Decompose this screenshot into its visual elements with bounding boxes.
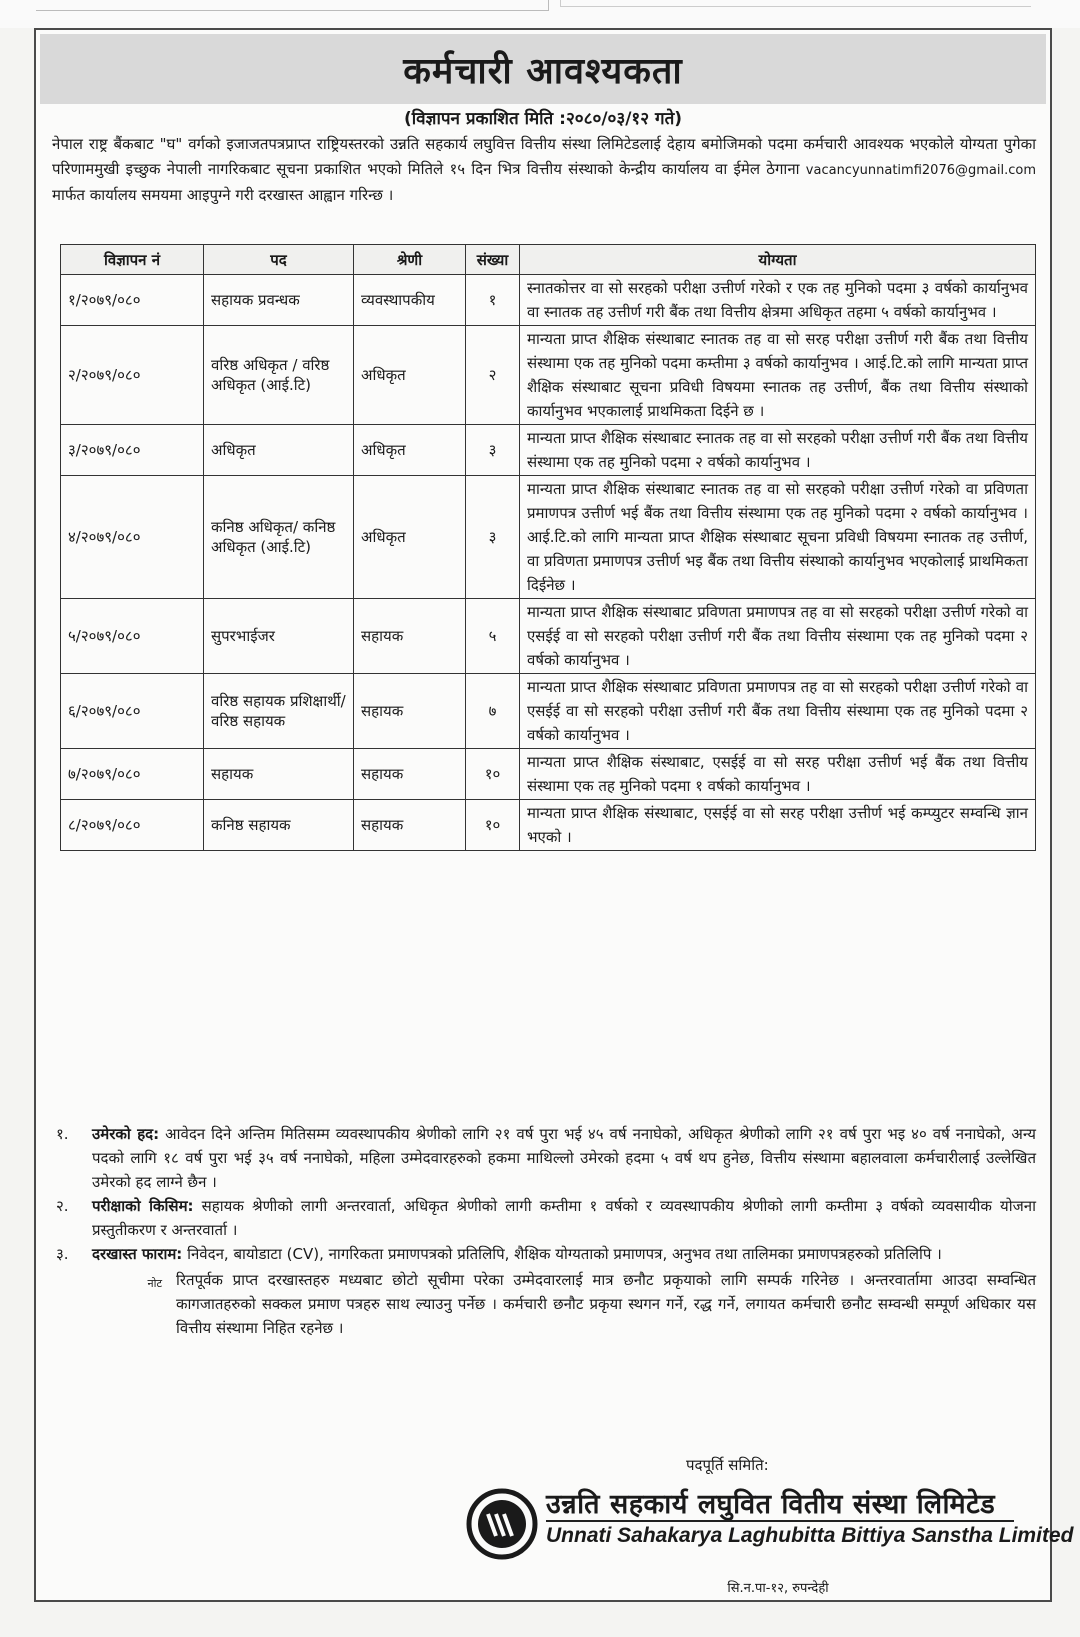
ad-no: ५/२०७९/०८० <box>61 599 204 674</box>
note-application-form <box>52 1242 1036 1266</box>
intro-text-end: मार्फत कार्यालय समयमा आइपुग्ने गरी दरखास्त आह्वान गरिन्छ । <box>52 186 394 204</box>
count: १ <box>466 275 520 326</box>
table-row <box>61 800 1036 851</box>
level: अधिकृत <box>354 425 466 476</box>
qualification: मान्यता प्राप्त शैक्षिक संस्थाबाट प्रविणता प्रमाणपत्र तह वा सो सरहको परीक्षा उत्तीर्ण गरेको वा एसईई वा सो सरहको परीक्षा उत्तीर्ण गरी बैंक तथा वित्तीय संस्थामा एक तह मुनिको पदमा २ वर्षको कार्यानुभव । <box>520 674 1036 749</box>
post: अधिकृत <box>204 425 354 476</box>
post: सहायक <box>204 749 354 800</box>
note-label: परीक्षाको किसिम: <box>92 1197 194 1215</box>
table-row <box>61 275 1036 326</box>
qualification: मान्यता प्राप्त शैक्षिक संस्थाबाट स्नातक तह वा सो सरहको परीक्षा उत्तीर्ण गरी बैंक तथा वित्तीय संस्थामा एक तह मुनिको पदमा २ वर्षको कार्यानुभव । <box>520 425 1036 476</box>
level: सहायक <box>354 800 466 851</box>
level: अधिकृत <box>354 326 466 425</box>
org-signature-block <box>466 1482 1074 1572</box>
header-ad-no: विज्ञापन नं <box>61 245 204 275</box>
note-number: ३. <box>56 1245 69 1263</box>
count: २ <box>466 326 520 425</box>
org-name-english: Unnati Sahakarya Laghubitta Bittiya Sanstha Limited <box>546 1524 1074 1547</box>
post: सुपरभाईजर <box>204 599 354 674</box>
note-text: निवेदन, बायोडाटा (CV), नागरिकता प्रमाणपत्रको प्रतिलिपि, शैक्षिक योग्यताको प्रमाणपत्र, अनुभव तथा तालिमका प्रमाणपत्रहरुको प्रतिलिपि । <box>187 1245 942 1263</box>
ad-no: ८/२०७९/०८० <box>61 800 204 851</box>
org-divider <box>546 1520 1014 1522</box>
qualification: मान्यता प्राप्त शैक्षिक संस्थाबाट प्रविणता प्रमाणपत्र तह वा सो सरहको परीक्षा उत्तीर्ण गरेको वा एसईई वा सो सरहको परीक्षा उत्तीर्ण गरी बैंक तथा वित्तीय संस्थामा एक तह मुनिको पदमा २ वर्षको कार्यानुभव । <box>520 599 1036 674</box>
count: ५ <box>466 599 520 674</box>
post: वरिष्ठ सहायक प्रशिक्षार्थी/वरिष्ठ सहायक <box>204 674 354 749</box>
email-link[interactable]: vacancyunnatimfi2076@gmail.com <box>805 163 1036 178</box>
level: सहायक <box>354 599 466 674</box>
table-header-row <box>61 245 1036 275</box>
qualification: मान्यता प्राप्त शैक्षिक संस्थाबाट, एसईई वा सो सरह परीक्षा उत्तीर्ण भई बैंक तथा वित्तीय संस्थामा एक तह मुनिको पदमा १ वर्षको कार्यानुभव । <box>520 749 1036 800</box>
ad-no: १/२०७९/०८० <box>61 275 204 326</box>
post: वरिष्ठ अधिकृत / वरिष्ठ अधिकृत (आई.टि) <box>204 326 354 425</box>
post: कनिष्ठ सहायक <box>204 800 354 851</box>
count: ३ <box>466 476 520 599</box>
note-text: सहायक श्रेणीको लागी अन्तरवार्ता, अधिकृत श्रेणीको लागी कम्तीमा १ वर्षको र व्यवस्थापकीय श्रेणीको लागी कम्तीमा ३ वर्षको व्यवसायीक योजना प्रस्तुतीकरण र अन्तरवार्ता । <box>92 1197 1036 1239</box>
qualification: स्नातकोत्तर वा सो सरहको परीक्षा उत्तीर्ण गरेको र एक तह मुनिको पदमा ३ वर्षको कार्यानुभव वा स्नातक तह उत्तीर्ण गरी बैंक तथा वित्तीय क्षेत्रमा अधिकृत तहमा ५ वर्षको कार्यानुभव । <box>520 275 1036 326</box>
header-level: श्रेणी <box>354 245 466 275</box>
title-band <box>40 34 1046 104</box>
notes-section <box>52 1122 1036 1340</box>
count: १० <box>466 800 520 851</box>
post: कनिष्ठ अधिकृत/ कनिष्ठ अधिकृत (आई.टि) <box>204 476 354 599</box>
committee-label: पदपूर्ति समिति: <box>686 1456 769 1474</box>
ad-no: ७/२०७९/०८० <box>61 749 204 800</box>
nb-label: नोट <box>147 1277 162 1290</box>
ad-no: ३/२०७९/०८० <box>61 425 204 476</box>
nb-text: रितपूर्वक प्राप्त दरखास्तहरु मध्यबाट छोटो सूचीमा परेका उम्मेदवारलाई मात्र छनौट प्रकृयाको लागि सम्पर्क गरिनेछ । अन्तरवार्तामा आउदा सम्वन्धित कागजातहरुको सक्कल प्रमाण पत्रहरु साथ ल्याउनु पर्नेछ । कर्मचारी छनौट प्रकृया स्थगन गर्ने, रद्ध गर्ने, लगायत कर्मचारी छनौट सम्वन्धी सम्पूर्ण अधिकार यस वित्तीय संस्थामा निहित रहनेछ । <box>176 1271 1036 1337</box>
top-strip <box>0 0 1080 28</box>
ad-no: २/२०७९/०८० <box>61 326 204 425</box>
table-row <box>61 326 1036 425</box>
post: सहायक प्रवन्धक <box>204 275 354 326</box>
note-label: उमेरको हद: <box>92 1125 160 1143</box>
note-text: आवेदन दिने अन्तिम मितिसम्म व्यवस्थापकीय श्रेणीको लागि २१ वर्ष पुरा भई ४५ वर्ष ननाघेको, अधिकृत श्रेणीको लागि २१ वर्ष पुरा भइ ४० वर्ष ननाघेको, अन्य पदको लागि १८ वर्ष पुरा भई ३५ वर्ष ननाघेको, महिला उम्मेदवारहरुको हकमा माथिल्लो उमेरको हदमा ५ वर्ष थप हुनेछ, वित्तीय संस्थामा बहालवाला कर्मचारीलाई उल्लेखित उमेरको हद लाग्ने छैन । <box>92 1125 1036 1191</box>
table-row <box>61 749 1036 800</box>
header-post: पद <box>204 245 354 275</box>
count: ३ <box>466 425 520 476</box>
note-number: १. <box>56 1125 69 1143</box>
intro-paragraph <box>52 132 1036 208</box>
publish-date: (विज्ञापन प्रकाशित मिति :२०८०/०३/१२ गते) <box>403 109 683 129</box>
org-logo-icon <box>466 1488 538 1560</box>
notice-title: कर्मचारी आवश्यकता <box>403 50 683 92</box>
header-qualification: योग्यता <box>520 245 1036 275</box>
count: १० <box>466 749 520 800</box>
header-count: संख्या <box>466 245 520 275</box>
vacancy-table <box>60 244 1036 851</box>
org-address: सि.न.पा-१२, रुपन्देही <box>727 1581 829 1596</box>
level: व्यवस्थापकीय <box>354 275 466 326</box>
qualification: मान्यता प्राप्त शैक्षिक संस्थाबाट, एसईई वा सो सरह परीक्षा उत्तीर्ण भई कम्प्युटर सम्वन्धि ज्ञान भएको । <box>520 800 1036 851</box>
count: ७ <box>466 674 520 749</box>
level: सहायक <box>354 749 466 800</box>
level: अधिकृत <box>354 476 466 599</box>
level: सहायक <box>354 674 466 749</box>
qualification: मान्यता प्राप्त शैक्षिक संस्थाबाट स्नातक तह वा सो सरहको परीक्षा उत्तीर्ण गरेको वा प्रविणता प्रमाणपत्र उत्तीर्ण भई बैंक तथा वित्तीय संस्थामा एक तह मुनिको पदमा २ वर्षको कार्यानुभव । आई.टि.को लागि मान्यता प्राप्त शैक्षिक संस्थाबाट सूचना प्रविधी विषयमा स्नातक तह उत्तीर्ण, वा प्रविणता प्रमाणपत्र उत्तीर्ण भइ बैंक तथा वित्तीय संस्थाको कार्यानुभव भएकोलाई प्राथमिकता दिईनेछ । <box>520 476 1036 599</box>
note-label: दरखास्त फाराम: <box>92 1245 183 1263</box>
note-nb <box>52 1268 1036 1340</box>
table-row <box>61 476 1036 599</box>
qualification: मान्यता प्राप्त शैक्षिक संस्थाबाट स्नातक तह वा सो सरह परीक्षा उत्तीर्ण गरी बैंक तथा वित्तीय संस्थामा एक तह मुनिको पदमा कम्तीमा ३ वर्षको कार्यानुभव । आई.टि.को लागि मान्यता प्राप्त शैक्षिक संस्थाबाट सूचना प्रविधी विषयमा स्नातक तह उत्तीर्ण, बैंक तथा वित्तीय संस्थाको कार्यानुभव भएकालाई प्राथमिकता दिईने छ । <box>520 326 1036 425</box>
ad-no: ६/२०७९/०८० <box>61 674 204 749</box>
note-exam-type <box>52 1194 1036 1242</box>
table-row <box>61 599 1036 674</box>
note-age-limit <box>52 1122 1036 1194</box>
vacancy-notice <box>34 28 1074 1602</box>
table-row <box>61 425 1036 476</box>
org-name-nepali: उन्नति सहकार्य लघुवित वितीय संस्था लिमिटेड <box>546 1489 996 1520</box>
note-number: २. <box>56 1197 69 1215</box>
intro-text: नेपाल राष्ट्र बैंकबाट "घ" वर्गको इजाजतपत्रप्राप्त राष्ट्रियस्तरको उन्नति सहकार्य लघुवित्त वित्तीय संस्था लिमिटेडलाई देहाय बमोजिमको पदमा कर्मचारी आवश्यक भएकोले योग्यता पुगेका परिणाममुखी इच्छुक नेपाली नागरिकबाट सूचना प्रकाशित भएको मितिले १५ दिन भित्र वित्तीय संस्थाको केन्द्रीय कार्यालय वा ईमेल ठेगाना <box>52 135 1036 178</box>
table-row <box>61 674 1036 749</box>
ad-no: ४/२०७९/०८० <box>61 476 204 599</box>
